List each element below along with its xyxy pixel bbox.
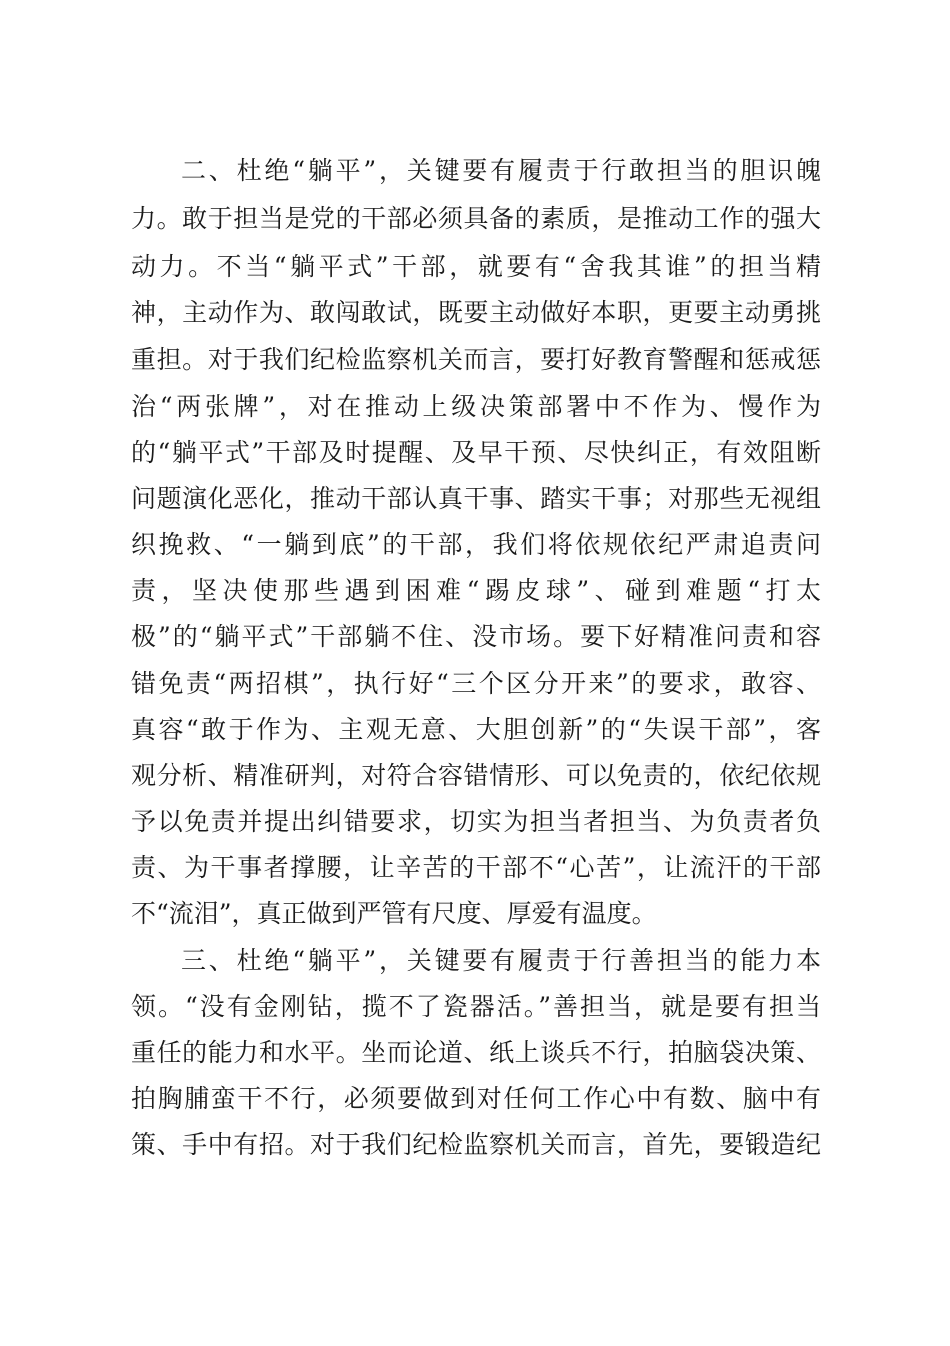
- paragraph-2-line-16: 责、为干事者撑腰，让辛苦的干部不“心苦”，让流汗的干部: [131, 853, 821, 882]
- paragraph-3-line-3: 重任的能力和水平。坐而论道、纸上谈兵不行，拍脑袋决策、: [131, 1038, 821, 1067]
- paragraph-2-line-2: 力。敢于担当是党的干部必须具备的素质，是推动工作的强大: [131, 204, 821, 233]
- paragraph-2-line-14: 观分析、精准研判，对符合容错情形、可以免责的，依纪依规: [131, 761, 821, 790]
- paragraph-3-line-5: 策、手中有招。对于我们纪检监察机关而言，首先，要锻造纪: [131, 1130, 821, 1159]
- paragraph-2-line-5: 重担。对于我们纪检监察机关而言，要打好教育警醒和惩戒惩: [131, 345, 821, 374]
- paragraph-2-line-13: 真容“敢于作为、主观无意、大胆创新”的“失误干部”，客: [131, 715, 821, 744]
- paragraph-2-line-4: 神，主动作为、敢闯敢试，既要主动做好本职，更要主动勇挑: [131, 298, 821, 327]
- paragraph-3-line-4: 拍胸脯蛮干不行，必须要做到对任何工作心中有数、脑中有: [131, 1084, 821, 1113]
- paragraph-2-line-8: 问题演化恶化，推动干部认真干事、踏实干事；对那些无视组: [131, 484, 821, 513]
- paragraph-3-line-2: 领。“没有金刚钻，揽不了瓷器活。”善担当，就是要有担当: [131, 992, 821, 1021]
- paragraph-3-line-1: 三、杜绝“躺平”，关键要有履责于行善担当的能力本: [181, 946, 821, 975]
- paragraph-2-line-12: 错免责“两招棋”，执行好“三个区分开来”的要求，敢容、: [131, 669, 821, 698]
- paragraph-2-line-15: 予以免责并提出纠错要求，切实为担当者担当、为负责者负: [131, 807, 821, 836]
- paragraph-2-line-1: 二、杜绝“躺平”，关键要有履责于行敢担当的胆识魄: [181, 156, 821, 185]
- paragraph-2-line-7: 的“躺平式”干部及时提醒、及早干预、尽快纠正，有效阻断: [131, 438, 821, 467]
- paragraph-2-line-6: 治“两张牌”，对在推动上级决策部署中不作为、慢作为: [131, 392, 821, 421]
- paragraph-2-line-9: 织挽救、“一躺到底”的干部，我们将依规依纪严肃追责问: [131, 530, 821, 559]
- paragraph-2-line-17: 不“流泪”，真正做到严管有尺度、厚爱有温度。: [131, 899, 657, 928]
- paragraph-2-line-10: 责，坚决使那些遇到困难“踢皮球”、碰到难题“打太: [131, 576, 821, 605]
- paragraph-2-line-3: 动力。不当“躺平式”干部，就要有“舍我其谁”的担当精: [131, 252, 821, 281]
- paragraph-2-line-11: 极”的“躺平式”干部躺不住、没市场。要下好精准问责和容: [131, 622, 821, 651]
